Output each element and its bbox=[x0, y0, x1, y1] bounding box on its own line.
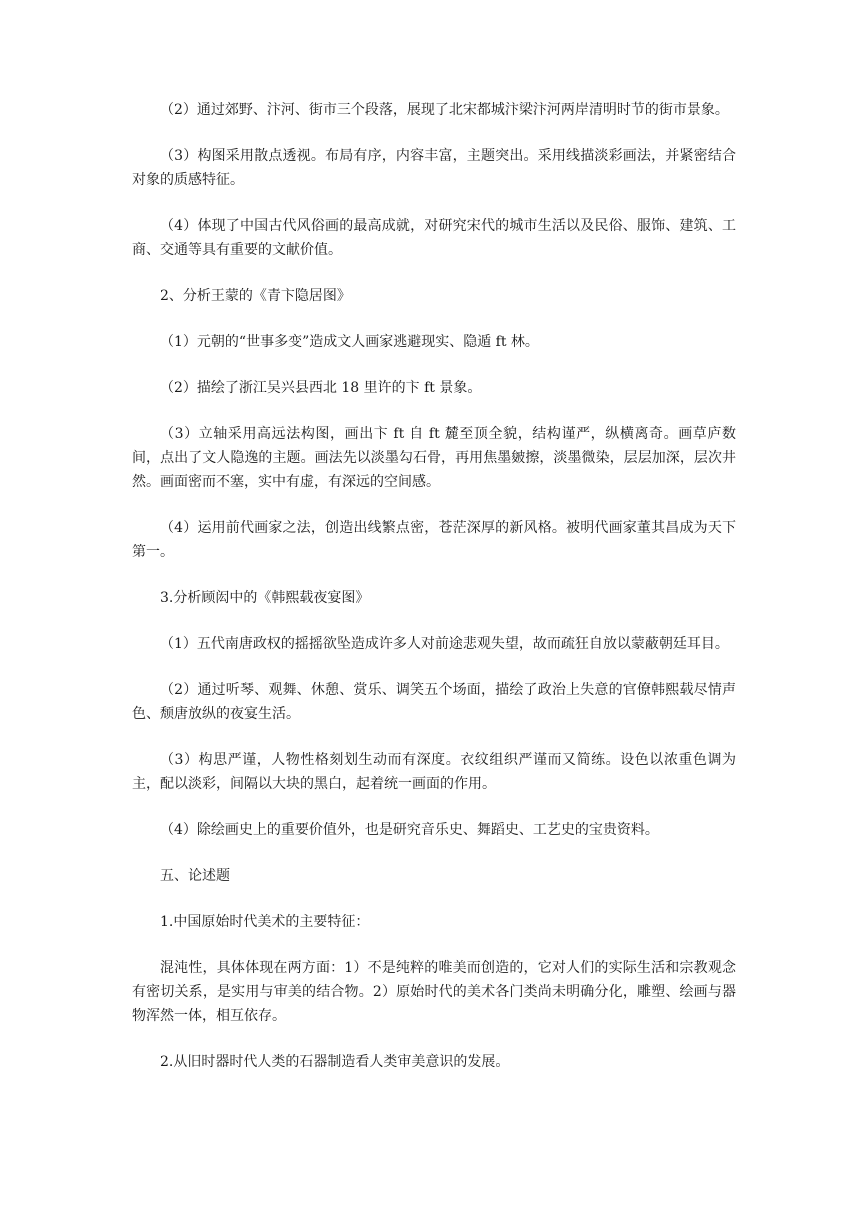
document-page bbox=[132, 98, 736, 1096]
paragraph-hanxizai-3: （3）构思严谨，人物性格刻划生动而有深度。衣纹组织严谨而又简练。设色以浓重色调为主，配以淡彩，间隔以大块的黑白，起着统一画面的作用。 bbox=[132, 752, 736, 792]
paragraph-qingming-4: （4）体现了中国古代风俗画的最高成就，对研究宋代的城市生活以及民俗、服饰、建筑、工商、交通等具有重要的文献价值。 bbox=[132, 218, 736, 258]
question-heading-2: 2.从旧时器时代人类的石器制造看人类审美意识的发展。 bbox=[160, 1054, 510, 1070]
paragraph-hanxizai-2: （2）通过听琴、观舞、休憩、赏乐、调笑五个场面，描绘了政治上失意的官僚韩熙载尽情声色、颓唐放纵的夜宴生活。 bbox=[132, 682, 736, 722]
paragraph-hanxizai-4: （4）除绘画史上的重要价值外，也是研究音乐史、舞蹈史、工艺史的宝贵资料。 bbox=[160, 822, 659, 838]
paragraph-qingbian-3: （3）立轴采用高远法构图，画出卞 ft 自 ft 麓至顶全貌，结构谨严，纵横离奇。画草庐数间，点出了文人隐逸的主题。画法先以淡墨勾石骨，再用焦墨皴擦，淡墨微染，层层加深，层次井然。画面密而不塞，实中有虚，有深远的空间感。 bbox=[132, 426, 736, 490]
paragraph-qingbian-4: （4）运用前代画家之法，创造出线繁点密，苍茫深厚的新风格。被明代画家董其昌成为天下第一。 bbox=[132, 520, 736, 560]
paragraph-qingming-3: （3）构图采用散点透视。布局有序，内容丰富，主题突出。采用线描淡彩画法，并紧密结合对象的质感特征。 bbox=[132, 148, 736, 188]
section-heading-qingbian: 2、分析王蒙的《青卞隐居图》 bbox=[160, 288, 351, 304]
section-heading-hanxizai: 3.分析顾闳中的《韩熙载夜宴图》 bbox=[160, 590, 370, 606]
paragraph-qingbian-1: （1）元朝的“世事多变”造成文人画家逃避现实、隐遁 ft 林。 bbox=[160, 334, 539, 350]
paragraph-answer-1: 混沌性，具体体现在两方面：1）不是纯粹的唯美而创造的，它对人们的实际生活和宗教观念有密切关系，是实用与审美的结合物。2）原始时代的美术各门类尚未明确分化，雕塑、绘画与器物浑然一体，相互依存。 bbox=[132, 960, 736, 1024]
question-heading-1: 1.中国原始时代美术的主要特征： bbox=[160, 914, 370, 930]
paragraph-hanxizai-1: （1）五代南唐政权的摇摇欲坠造成许多人对前途悲观失望，故而疏狂自放以蒙蔽朝廷耳目。 bbox=[160, 636, 729, 652]
paragraph-qingming-2: （2）通过郊野、汴河、街市三个段落，展现了北宋都城汴梁汴河两岸清明时节的街市景象。 bbox=[160, 102, 729, 118]
section-heading-essay: 五、论述题 bbox=[160, 868, 230, 884]
paragraph-qingbian-2: （2）描绘了浙江吴兴县西北 18 里许的卞 ft 景象。 bbox=[160, 380, 482, 396]
